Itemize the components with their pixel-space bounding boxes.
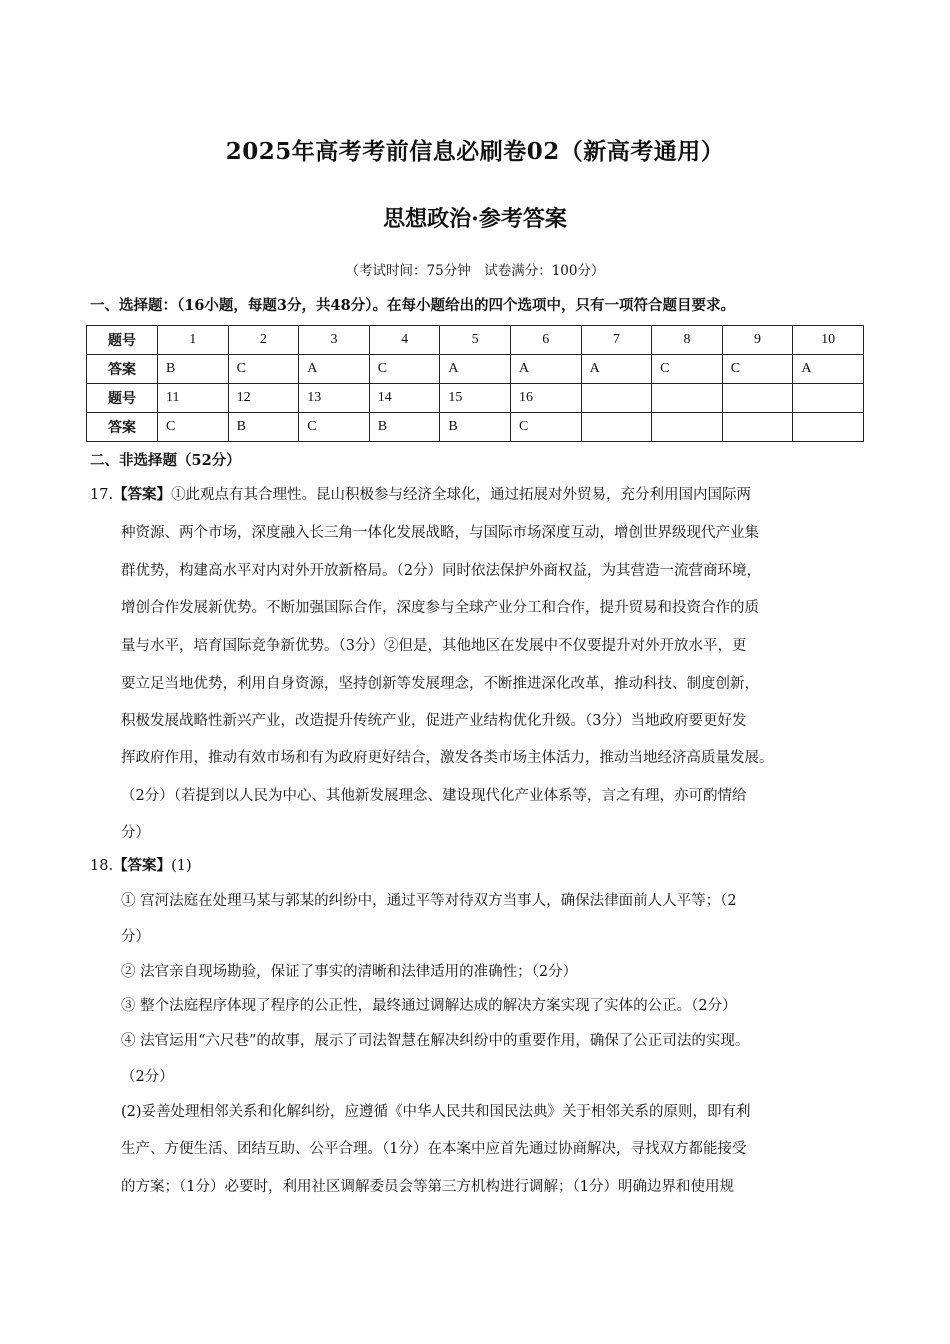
answer-cell <box>652 413 723 442</box>
page-subtitle: 思想政治·参考答案 <box>383 206 567 232</box>
answer-cell: A <box>793 355 864 384</box>
question-number <box>581 384 652 413</box>
row-label-number: 题号 <box>87 326 158 355</box>
answer-cell: A <box>581 355 652 384</box>
question-number: 6 <box>510 326 581 355</box>
question-number: 14 <box>369 384 440 413</box>
q17-line: 分） <box>121 825 150 841</box>
q18-number: 18. <box>90 858 114 874</box>
q17-line: 要立足当地优势，利用自身资源，坚持创新等发展理念，不断推进深化改革，推动科技、制度创新， <box>121 676 759 692</box>
answer-cell: C <box>722 355 793 384</box>
question-number: 1 <box>158 326 229 355</box>
q18-line: （2分） <box>121 1069 174 1085</box>
table-row <box>87 326 864 355</box>
q18-line: ④ 法官运用“六尺巷”的故事，展示了司法智慧在解决纠纷中的重要作用，确保了公正司法的实现。 <box>121 1033 750 1049</box>
question-number: 11 <box>158 384 229 413</box>
row-label-answer: 答案 <box>87 413 158 442</box>
q17-line: 积极发展战略性新兴产业，改造提升传统产业，促进产业结构优化升级。（3分）当地政府要更好发 <box>121 713 747 729</box>
table-row <box>87 355 864 384</box>
answer-cell: A <box>440 355 511 384</box>
question-number: 10 <box>793 326 864 355</box>
q17-number: 17. <box>90 487 114 503</box>
q17-line: 群优势，构建高水平对内对外开放新格局。（2分）同时依法保护外商权益，为其营造一流营商环境， <box>121 563 761 579</box>
answer-cell: C <box>652 355 723 384</box>
question-number: 5 <box>440 326 511 355</box>
q18-line: 分） <box>121 929 150 945</box>
question-number: 12 <box>228 384 299 413</box>
answer-cell <box>722 413 793 442</box>
q17-line: 种资源、两个市场，深度融入长三角一体化发展战略，与国际市场深度互动，增创世界级现代产业集 <box>121 525 759 541</box>
question-number: 9 <box>722 326 793 355</box>
question-number: 8 <box>652 326 723 355</box>
q18-line: ② 法官亲自现场勘验，保证了事实的清晰和法律适用的准确性；（2分） <box>121 964 578 980</box>
question-number: 16 <box>510 384 581 413</box>
q18-line: 的方案；（1分）必要时，利用社区调解委员会等第三方机构进行调解；（1分）明确边界和使用规 <box>121 1179 734 1195</box>
answer-cell <box>793 413 864 442</box>
q18-answer-label: 【答案】 <box>113 857 172 874</box>
answer-cell: A <box>299 355 370 384</box>
answer-cell: A <box>510 355 581 384</box>
q17-line: 挥政府作用，推动有效市场和有为政府更好结合，激发各类市场主体活力，推动当地经济高质量发展。 <box>121 750 774 766</box>
table-row <box>87 413 864 442</box>
q18-part1-label: (1) <box>171 858 192 874</box>
q17-line: ①此观点有其合理性。昆山积极参与经济全球化，通过拓展对外贸易，充分利用国内国际两 <box>171 487 752 503</box>
question-number: 7 <box>581 326 652 355</box>
question-number: 2 <box>228 326 299 355</box>
answer-cell: B <box>158 355 229 384</box>
question-number: 3 <box>299 326 370 355</box>
q18-first-line <box>90 854 192 875</box>
question-number <box>722 384 793 413</box>
question-number: 15 <box>440 384 511 413</box>
q17-line: 增创合作发展新优势。不断加强国际合作，深度参与全球产业分工和合作，提升贸易和投资合作的质 <box>121 600 759 616</box>
question-number: 13 <box>299 384 370 413</box>
answer-cell: C <box>158 413 229 442</box>
answer-cell: B <box>369 413 440 442</box>
answer-cell <box>581 413 652 442</box>
q18-line: ① 宫河法庭在处理马某与郭某的纠纷中，通过平等对待双方当事人，确保法律面前人人平等；（2 <box>121 893 737 909</box>
answer-cell: B <box>440 413 511 442</box>
answer-table <box>86 325 864 442</box>
q17-line: 量与水平，培育国际竞争新优势。（3分）②但是，其他地区在发展中不仅要提升对外开放水平，更 <box>121 638 747 654</box>
answer-cell: C <box>510 413 581 442</box>
q17-first-line <box>90 483 751 504</box>
answer-cell: C <box>228 355 299 384</box>
question-number <box>652 384 723 413</box>
section2-heading: 二、非选择题（52分） <box>90 452 241 469</box>
q17-answer-label: 【答案】 <box>113 486 172 503</box>
table-row <box>87 384 864 413</box>
question-number: 4 <box>369 326 440 355</box>
q18-line: 生产、方便生活、团结互助、公平合理。（1分）在本案中应首先通过协商解决，寻找双方都能接受 <box>121 1141 747 1157</box>
page-title: 2025年高考考前信息必刷卷02（新高考通用） <box>225 138 725 165</box>
row-label-answer: 答案 <box>87 355 158 384</box>
q18-line: ③ 整个法庭程序体现了程序的公正性，最终通过调解达成的解决方案实现了实体的公正。（2分） <box>121 998 737 1014</box>
q18-line: (2)妥善处理相邻关系和化解纠纷，应遵循《中华人民共和国民法典》关于相邻关系的原则，即有利 <box>121 1104 751 1120</box>
answer-cell: B <box>228 413 299 442</box>
q17-line: （2分）（若提到以人民为中心、其他新发展理念、建设现代化产业体系等，言之有理，亦可酌情给 <box>121 788 747 804</box>
answer-cell: C <box>369 355 440 384</box>
question-number <box>793 384 864 413</box>
section1-heading: 一、选择题：（16小题，每题3分，共48分）。在每小题给出的四个选项中，只有一项符合题目要求。 <box>90 297 735 314</box>
row-label-number: 题号 <box>87 384 158 413</box>
exam-info: （考试时间：75分钟 试卷满分：100分） <box>345 263 605 279</box>
answer-cell: C <box>299 413 370 442</box>
